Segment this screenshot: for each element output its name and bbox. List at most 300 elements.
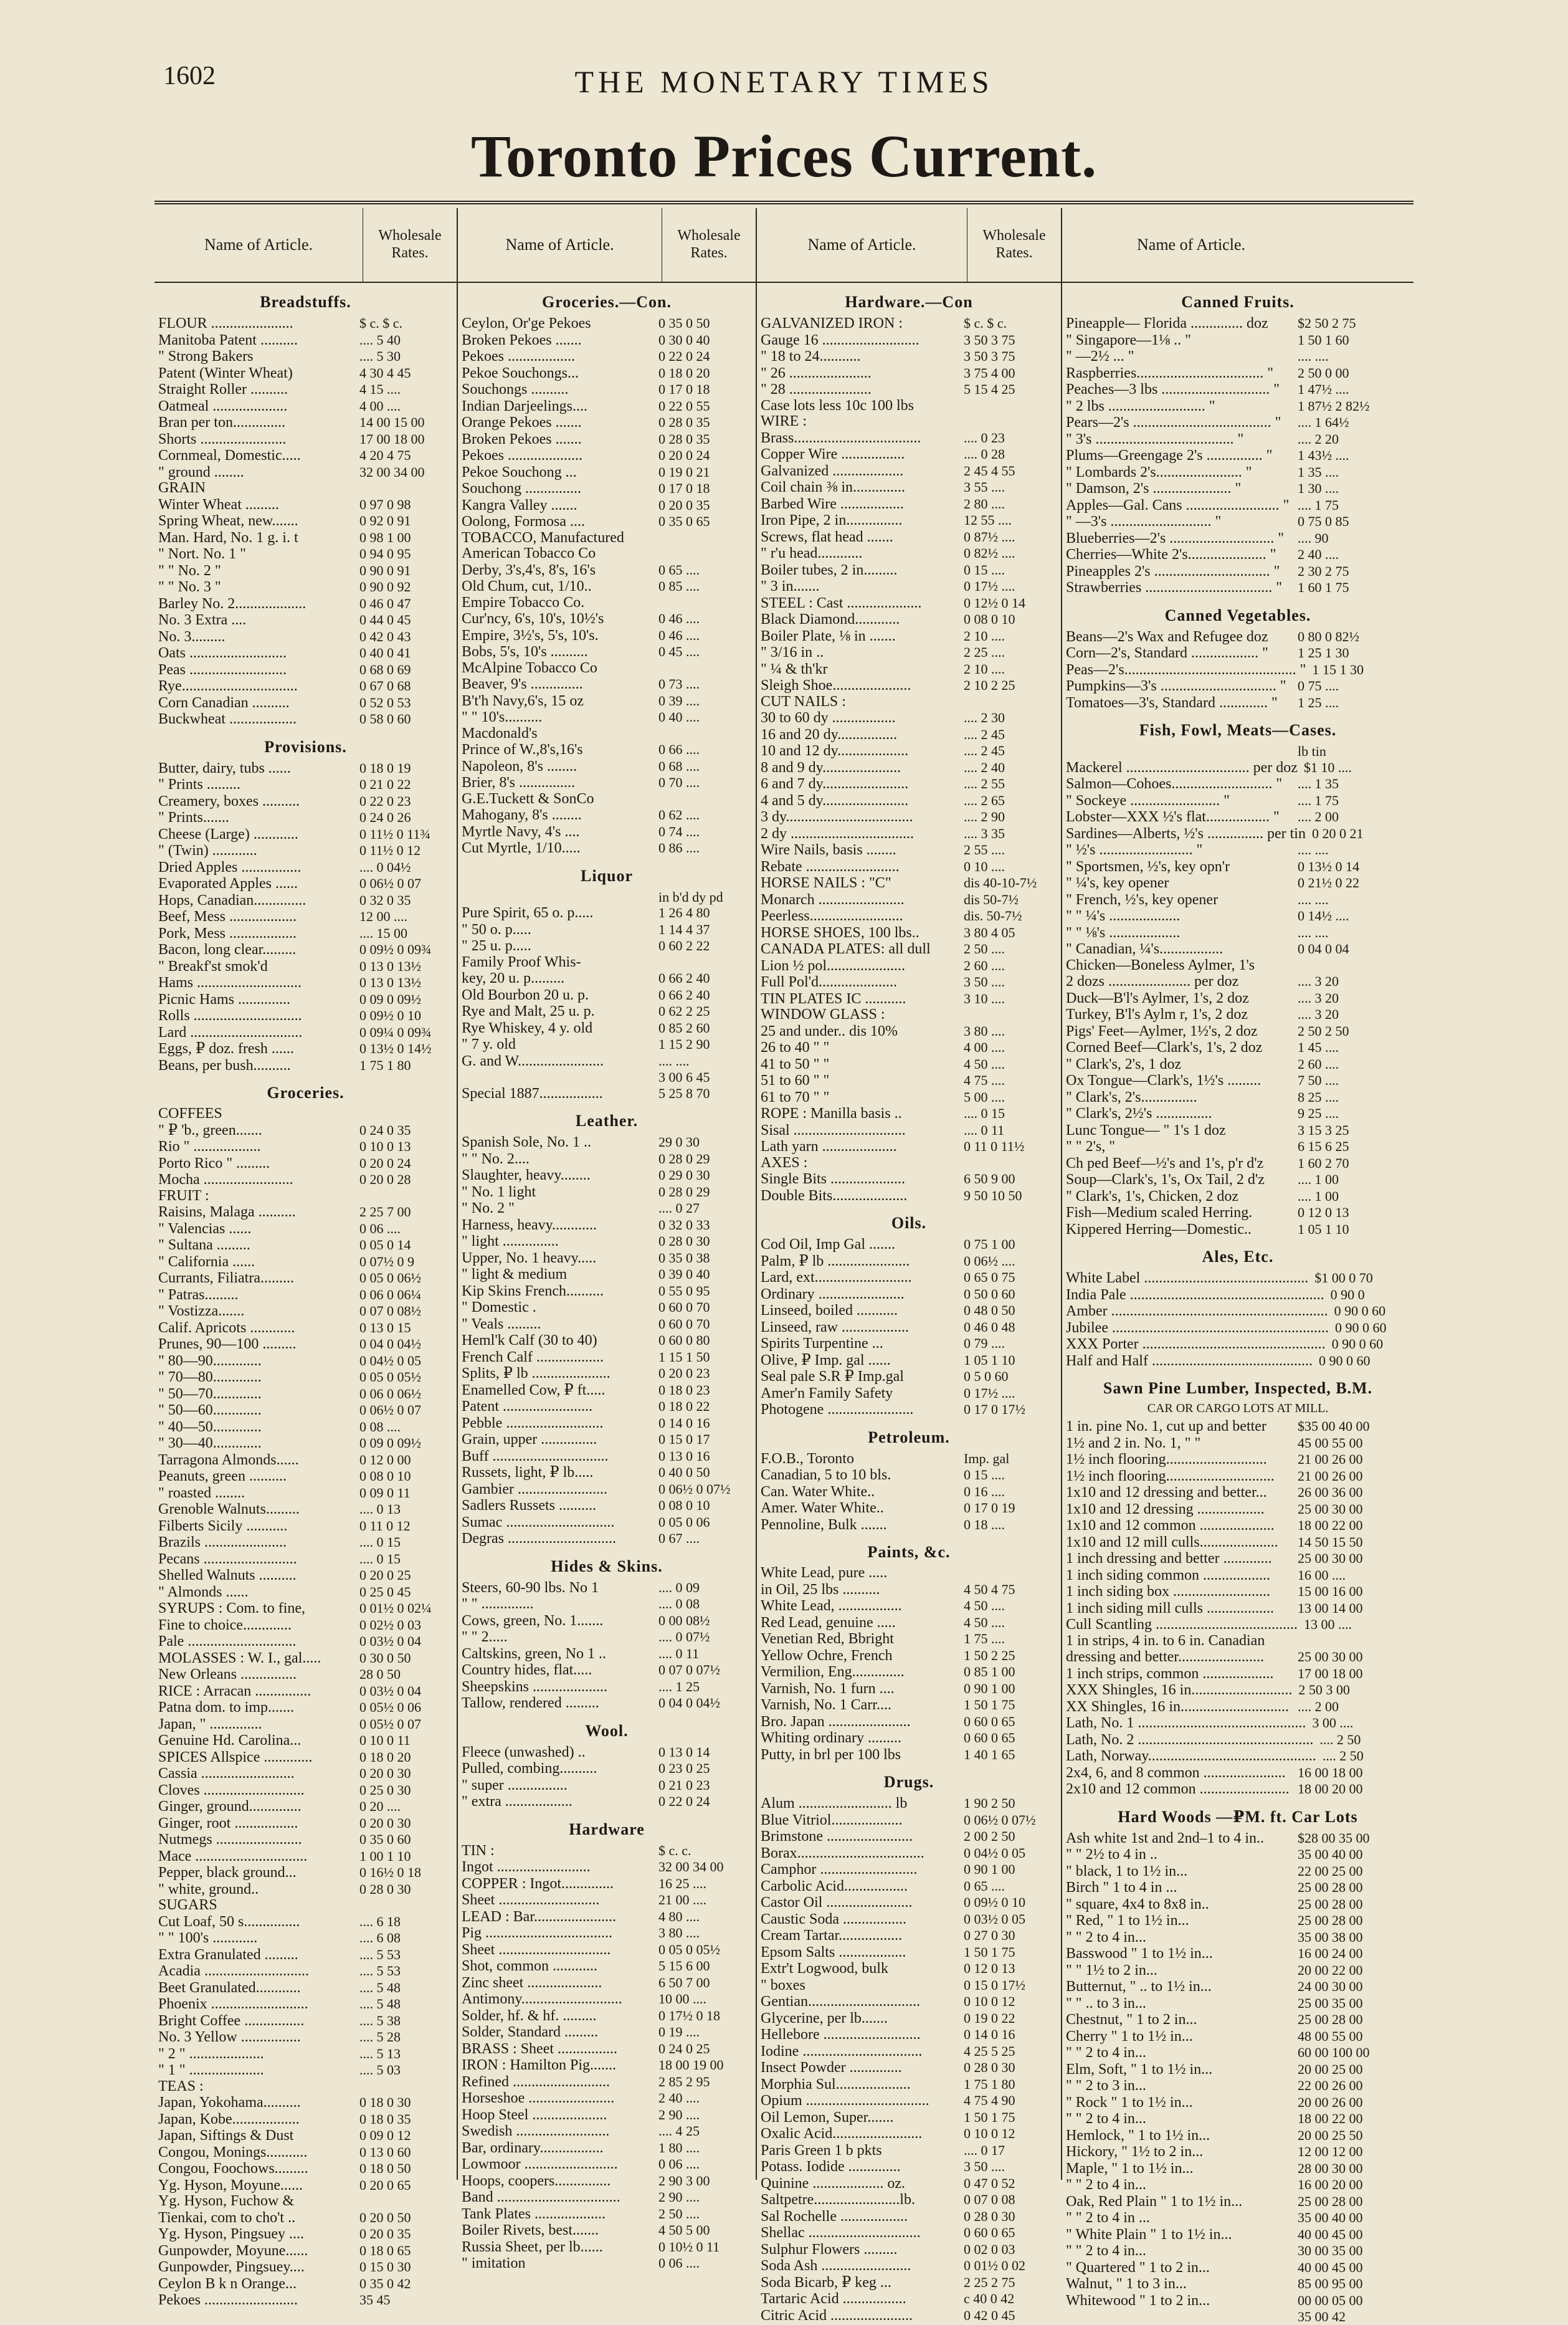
wholesale-rate: .... 0 08 (658, 1596, 700, 1611)
price-row (1066, 629, 1410, 646)
price-row (1066, 973, 1410, 990)
wholesale-rate: 6 50 7 00 (658, 1974, 710, 1990)
article-name: Tomatoes—3's, Standard ............. " (1066, 694, 1278, 711)
price-row (761, 1007, 1057, 1023)
wholesale-rate: 0 24 0 26 (359, 809, 411, 825)
wholesale-rate: 0 60 0 80 (658, 1332, 710, 1348)
article-name: Patna dom. to imp....... (158, 1699, 294, 1716)
price-row (158, 1188, 453, 1205)
article-name: " " 100's ............ (158, 1930, 258, 1946)
wholesale-rate: 2 25 2 75 (964, 2274, 1015, 2290)
price-row (761, 1615, 1057, 1631)
wholesale-rate: 0 40 .... (658, 709, 700, 725)
wholesale-rate: 0 47 0 52 (964, 2175, 1015, 2191)
article-name: Upper, No. 1 heavy..... (462, 1249, 597, 1266)
price-row (1066, 743, 1410, 760)
title-rule (154, 201, 1414, 204)
wholesale-rate: .... 2 65 (964, 792, 1005, 808)
article-name: Birch " 1 to 4 in ... (1066, 1879, 1177, 1896)
wholesale-rate: 2 30 2 75 (1298, 563, 1349, 579)
wholesale-rate: 25 00 30 00 (1298, 1550, 1363, 1566)
article-name: White Lead, pure ..... (761, 1565, 888, 1581)
price-row (1066, 1929, 1410, 1946)
price-row (462, 1876, 752, 1893)
article-name: Sumac ............................. (462, 1514, 615, 1530)
price-row (462, 2008, 752, 2025)
price-row (761, 430, 1057, 447)
article-name: Refined .......................... (462, 2073, 610, 2090)
price-row (158, 1237, 453, 1254)
price-row (1066, 2094, 1410, 2111)
price-row (462, 1892, 752, 1909)
article-name: Straight Roller .......... (158, 381, 288, 398)
wholesale-rate: 0 44 0 45 (359, 612, 411, 628)
article-name: " Sockeye ........................ " (1066, 792, 1230, 809)
wholesale-rate: .... 0 17 (964, 2142, 1005, 2158)
price-row (158, 1419, 453, 1436)
article-name: " " 2 to 4 in... (1066, 2045, 1146, 2061)
wholesale-rate: .... 0 15 (359, 1534, 401, 1550)
price-row (462, 1398, 752, 1415)
price-row (462, 464, 752, 481)
price-row (1066, 1221, 1410, 1238)
price-row (761, 2027, 1057, 2043)
price-row (462, 807, 752, 824)
article-name: No. 3 Extra .... (158, 612, 247, 628)
price-row (1066, 2111, 1410, 2127)
article-name: Kippered Herring—Domestic.. (1066, 1221, 1252, 1238)
wholesale-rate: 1 50 1 75 (964, 2109, 1015, 2125)
wholesale-rate: 0 17 0 19 (964, 1500, 1015, 1516)
price-row (761, 611, 1057, 628)
column-body (757, 293, 1061, 2324)
wholesale-rate: 0 14½ .... (1298, 908, 1349, 924)
wholesale-rate: 0 12 0 00 (359, 1451, 411, 1468)
article-name: White Label ............................................ (1066, 1270, 1309, 1286)
price-row (462, 381, 752, 398)
price-row (761, 2010, 1057, 2027)
wholesale-rate: 2 00 2 50 (964, 1828, 1015, 1844)
wholesale-rate: 0 06½ 0 07½ (964, 1812, 1036, 1828)
price-row (761, 562, 1057, 579)
wholesale-rate: 0 19 0 21 (658, 464, 710, 480)
wholesale-rate: 0 09 0 09½ (359, 1435, 421, 1451)
wholesale-rate: 0 13 0 15 (359, 1319, 411, 1335)
article-name: GALVANIZED IRON : (761, 315, 903, 332)
price-row (462, 2090, 752, 2107)
wholesale-rate: 22 00 25 00 (1298, 1863, 1363, 1879)
price-row (462, 2206, 752, 2223)
article-name: " Valencias ...... (158, 1220, 252, 1237)
article-name: Bar, ordinary................. (462, 2139, 604, 2156)
price-row (158, 2210, 453, 2227)
price-row (761, 1039, 1057, 1056)
price-row (462, 955, 752, 971)
price-row (158, 1716, 453, 1733)
article-name: Black Diamond............ (761, 611, 900, 628)
price-row (462, 1299, 752, 1316)
article-name: " 40—50............. (158, 1418, 262, 1435)
article-name: Strawberries .................................. " (1066, 580, 1283, 596)
article-name: Shorts ....................... (158, 431, 287, 447)
price-row (1066, 1451, 1410, 1468)
price-row (1066, 1139, 1410, 1155)
price-row (761, 1302, 1057, 1319)
article-name: " 3's ..................................... " (1066, 431, 1244, 447)
article-name: " light ............... (462, 1233, 559, 1249)
wholesale-rate: 0 28 0 30 (964, 2208, 1015, 2224)
article-name: " light & medium (462, 1266, 568, 1282)
price-row (158, 2079, 453, 2095)
price-row (462, 2140, 752, 2157)
wholesale-rate: 40 00 45 00 (1298, 2259, 1363, 2275)
wholesale-rate: 1 50 1 75 (964, 1944, 1015, 1960)
wholesale-rate: $1 10 .... (1303, 759, 1352, 775)
wholesale-rate: 0 18 0 35 (359, 2111, 411, 2127)
wholesale-rate: 0 08 0 10 (359, 1468, 411, 1484)
wholesale-rate: 0 05 0 06½ (359, 1270, 421, 1286)
price-row (462, 1382, 752, 1399)
article-name: Mocha ........................ (158, 1172, 293, 1188)
price-row (158, 497, 453, 513)
article-name: Sheet ........................... (462, 1892, 600, 1908)
price-row (1066, 530, 1410, 547)
wholesale-rate: 25 00 28 00 (1298, 1879, 1363, 1895)
wholesale-rate: 0 02½ 0 03 (359, 1616, 421, 1633)
wholesale-rate: 0 24 0 25 (658, 2040, 710, 2056)
wholesale-rate: 1 87½ 2 82½ (1298, 398, 1370, 414)
wholesale-rate: 24 00 30 00 (1298, 1979, 1363, 1994)
wholesale-rate: .... 1 00 (1298, 1172, 1339, 1187)
article-name: Degras ............................. (462, 1530, 616, 1547)
wholesale-rate: 2 50 3 00 (1298, 1682, 1350, 1697)
wholesale-rate: 0 15 .... (964, 561, 1005, 578)
price-row (761, 1911, 1057, 1928)
article-name: Pulled, combing.......... (462, 1760, 597, 1777)
section-heading: Oils. (891, 1214, 927, 1232)
article-name: " Clark's, 1's, Chicken, 2 doz (1066, 1188, 1239, 1205)
wholesale-rate: $ c. $ c. (964, 315, 1007, 331)
wholesale-rate: 3 00 .... (1312, 1715, 1354, 1731)
article-name: Varnish, No. 1 Carr.... (761, 1697, 891, 1713)
article-name: Extr't Logwood, bulk (761, 1960, 888, 1977)
wholesale-rate: 0 68 .... (658, 758, 700, 774)
article-name: Spring Wheat, new....... (158, 513, 298, 529)
price-row (158, 975, 453, 991)
wholesale-rate: 15 00 16 00 (1298, 1583, 1363, 1599)
wholesale-rate: 0 23 0 25 (658, 1760, 710, 1776)
wholesale-rate: 32 00 34 00 (658, 1859, 724, 1874)
article-name: Nutmegs ....................... (158, 1831, 302, 1848)
price-row (1066, 513, 1410, 530)
article-name: key, 20 u. p......... (462, 970, 565, 986)
article-name: " extra .................. (462, 1793, 573, 1810)
price-row (462, 1481, 752, 1498)
wholesale-rate: .... .... (658, 1053, 690, 1069)
price-row (462, 1975, 752, 1992)
article-name: " 2 lbs .......................... " (1066, 398, 1215, 414)
wholesale-rate: 0 28 0 29 (658, 1183, 710, 1200)
article-name: Souchongs .......... (462, 381, 569, 398)
price-row (761, 743, 1057, 760)
article-name: " White Plain " 1 to 1½ in... (1066, 2226, 1232, 2243)
wholesale-rate: 0 04½ 0 05 (359, 1352, 421, 1368)
price-row (761, 1730, 1057, 1747)
article-name: Mackerel ................................. per doz (1066, 759, 1298, 776)
wholesale-rate: 2 85 2 95 (658, 2073, 710, 2089)
price-row (1066, 1846, 1410, 1863)
price-row (462, 742, 752, 758)
price-row (761, 1467, 1057, 1484)
wholesale-rate: 0 35 0 38 (658, 1249, 710, 1266)
price-row (761, 1681, 1057, 1697)
price-row (158, 2094, 453, 2111)
wholesale-rate: $2 50 2 75 (1298, 315, 1356, 331)
price-row (158, 1782, 453, 1799)
price-row (761, 1401, 1057, 1418)
article-name: Gauge 16 .......................... (761, 332, 919, 348)
article-name: " Red, " 1 to 1½ in... (1066, 1912, 1189, 1929)
article-name: " " No. 2 " (158, 562, 221, 579)
price-row (1066, 315, 1410, 332)
article-name: Paris Green 1 b pkts (761, 2142, 882, 2159)
article-name: Hickory, " 1½ to 2 in... (1066, 2144, 1204, 2160)
article-name: Full Pol'd..................... (761, 974, 898, 990)
article-name: Gunpowder, Moyune...... (158, 2242, 308, 2259)
wholesale-rate: 20 00 25 50 (1298, 2127, 1363, 2143)
article-name: Turkey, B'l's Aylm r, 1's, 2 doz (1066, 1006, 1248, 1023)
wholesale-rate: 0 66 2 40 (658, 986, 710, 1003)
article-name: " " 2 to 4 in... (1066, 2243, 1146, 2259)
article-name: Barbed Wire ................. (761, 495, 904, 512)
price-row (158, 2160, 453, 2177)
article-name: 61 to 70 " " (761, 1089, 830, 1105)
price-row (1066, 2160, 1410, 2177)
article-name: Gunpowder, Pingsuey.... (158, 2259, 305, 2275)
article-name: Russets, light, ₽ lb..... (462, 1464, 594, 1481)
section-heading: Wool. (585, 1721, 629, 1740)
price-row (158, 1534, 453, 1551)
wholesale-rate: 0 04½ 0 05 (964, 1845, 1025, 1861)
article-name: Manitoba Patent .......... (158, 332, 298, 348)
wholesale-rate: 17 00 18 00 (359, 431, 425, 447)
column-header-name: Name of Article. (204, 236, 313, 254)
price-row (1066, 348, 1410, 365)
wholesale-rate: 0 06½ .... (964, 1253, 1015, 1269)
price-row (1066, 1056, 1410, 1073)
price-row (1066, 398, 1410, 415)
price-row (158, 925, 453, 942)
price-row (1066, 547, 1410, 563)
wholesale-rate: .... 5 53 (359, 1963, 401, 1979)
price-row (1066, 1534, 1410, 1551)
wholesale-rate: 25 00 30 00 (1298, 1649, 1363, 1664)
wholesale-rate: 3 50 3 75 (964, 348, 1015, 364)
wholesale-rate: .... 0 15 (964, 1105, 1005, 1121)
price-row (158, 991, 453, 1008)
article-name: Hams ............................ (158, 975, 302, 991)
article-name: Sheet .............................. (462, 1941, 611, 1958)
article-name: XX Shingles, 16 in............................. (1066, 1698, 1290, 1715)
article-name: Pineapple— Florida .............. doz (1066, 315, 1268, 332)
wholesale-rate: 0 07 0 07½ (658, 1662, 720, 1678)
price-row (158, 1963, 453, 1980)
price-row (761, 1517, 1057, 1534)
wholesale-rate: 0 73 .... (658, 676, 700, 692)
price-row (462, 480, 752, 497)
article-name: Country hides, flat..... (462, 1662, 592, 1678)
wholesale-rate: 4 25 5 25 (964, 2043, 1015, 2059)
price-row (158, 1270, 453, 1287)
wholesale-rate: 1 60 1 75 (1298, 580, 1349, 595)
article-name: 16 and 20 dy................ (761, 726, 898, 743)
wholesale-rate: 0 14 0 16 (964, 2027, 1015, 2042)
article-name: 2 dozs ...................... per doz (1066, 973, 1239, 990)
wholesale-rate: 0 29 0 30 (658, 1167, 710, 1183)
wholesale-rate: 20 00 25 00 (1298, 2061, 1363, 2077)
price-row (462, 2024, 752, 2041)
wholesale-rate: dis 50-7½ (964, 891, 1019, 907)
wholesale-rate: .... 5 48 (359, 1996, 401, 2012)
article-name: Soda Ash ........................ (761, 2258, 911, 2274)
wholesale-rate: 25 00 35 00 (1298, 1995, 1363, 2011)
wholesale-rate: 0 18 0 65 (359, 2242, 411, 2258)
wholesale-rate: 0 35 0 65 (658, 513, 710, 529)
article-name: WINDOW GLASS : (761, 1006, 885, 1023)
wholesale-rate: 0 86 .... (658, 840, 700, 856)
article-name: Citric Acid ...................... (761, 2307, 913, 2324)
wholesale-rate: 26 00 36 00 (1298, 1484, 1363, 1500)
article-name: B't'h Navy,6's, 15 oz (462, 692, 584, 709)
wholesale-rate: 0 01½ 0 02¼ (359, 1600, 432, 1616)
price-row (761, 1845, 1057, 1862)
article-name: Tarragona Almonds...... (158, 1451, 299, 1468)
article-name: Pekoes .................. (462, 348, 575, 365)
article-name: Whiting ordinary ......... (761, 1730, 901, 1746)
price-row (462, 1613, 752, 1630)
price-row (1066, 2309, 1410, 2325)
article-name: Pekoe Souchong ... (462, 464, 577, 480)
wholesale-rate: .... 15 00 (359, 925, 407, 941)
price-row (462, 2107, 752, 2124)
price-row (462, 905, 752, 922)
price-row (761, 677, 1057, 694)
article-name: Lath yarn .................... (761, 1139, 897, 1155)
section-heading: Hides & Skins. (551, 1557, 663, 1575)
wholesale-rate: Imp. gal (964, 1450, 1010, 1466)
article-name: " " 10's.......... (462, 709, 543, 725)
wholesale-rate: 1 50 1 60 (1298, 332, 1349, 348)
wholesale-rate: 6 15 6 25 (1298, 1139, 1349, 1154)
wholesale-rate: 3 15 3 25 (1298, 1122, 1349, 1138)
wholesale-rate: 2 50 .... (964, 941, 1005, 957)
wholesale-rate: 0 17½ .... (964, 1385, 1015, 1401)
price-row (158, 711, 453, 728)
article-name: Shot, common ............ (462, 1958, 598, 1974)
article-name: Amer. Water White.. (761, 1500, 884, 1516)
price-row (462, 1086, 752, 1102)
price-row (761, 315, 1057, 332)
price-column-4 (1062, 208, 1414, 2324)
wholesale-rate: 0 05 0 05½ (359, 1369, 421, 1385)
wholesale-rate: .... 0 07½ (658, 1629, 710, 1645)
article-name: Opium ................................. (761, 2093, 929, 2109)
article-name: " " 2 to 4 in... (1066, 2111, 1146, 2127)
price-row (462, 315, 752, 332)
article-name: Rye and Malt, 25 u. p. (462, 1003, 595, 1019)
price-row (1066, 2194, 1410, 2210)
price-row (158, 480, 453, 497)
price-row (158, 1749, 453, 1766)
price-row (761, 859, 1057, 876)
price-row (1066, 925, 1410, 942)
article-name: " Vostizza....... (158, 1303, 245, 1319)
wholesale-rate: 32 00 34 00 (359, 464, 425, 480)
wholesale-rate: 21 00 26 00 (1298, 1468, 1363, 1484)
article-name: " Prints....... (158, 809, 229, 826)
article-name: Patent ........................ (462, 1398, 592, 1415)
price-row (1066, 1979, 1410, 1995)
article-name: Castor Oil ....................... (761, 1894, 913, 1911)
wholesale-rate: 0 60 0 70 (658, 1315, 710, 1332)
wholesale-rate: 2 25 .... (964, 644, 1005, 660)
price-row (462, 970, 752, 987)
article-name: 1 inch dressing and better ............. (1066, 1550, 1272, 1567)
price-row (462, 2057, 752, 2074)
price-row (462, 1662, 752, 1679)
price-row (158, 1122, 453, 1139)
article-name: Patent (Winter Wheat) (158, 365, 293, 381)
price-row (462, 840, 752, 857)
price-row (158, 1369, 453, 1386)
article-name: Cream Tartar................. (761, 1927, 903, 1944)
price-row (1066, 2127, 1410, 2144)
price-row (761, 793, 1057, 809)
price-row (1066, 2227, 1410, 2243)
article-name: XXX Shingles, 16 in........................... (1066, 1682, 1293, 1698)
wholesale-rate: 0 85 1 00 (964, 1664, 1015, 1679)
price-row (158, 398, 453, 415)
article-name: Chicken—Boneless Aylmer, 1's (1066, 957, 1255, 973)
price-row (1066, 1616, 1410, 1633)
article-name: Blue Vitriol................... (761, 1812, 903, 1828)
article-name: Slaughter, heavy........ (462, 1167, 591, 1183)
price-row (1066, 678, 1410, 695)
article-name: Boiler Plate, ⅛ in ....... (761, 628, 896, 644)
wholesale-rate: 0 39 0 40 (658, 1266, 710, 1282)
article-name: Cassia ......................... (158, 1765, 295, 1782)
price-row (462, 1167, 752, 1184)
article-name: Case lots less 10c 100 lbs (761, 397, 914, 414)
article-name: Rebate ......................... (761, 858, 900, 875)
wholesale-rate: 0 03½ 0 04 (359, 1683, 421, 1699)
price-row (462, 709, 752, 726)
column-body (154, 293, 457, 2309)
wholesale-rate: 16 25 .... (658, 1875, 706, 1891)
article-name: " " 2's, " (1066, 1139, 1116, 1155)
article-name: 1½ inch flooring........................... (1066, 1451, 1267, 1468)
price-row (158, 464, 453, 481)
article-name: " 26 ...................... (761, 365, 872, 381)
wholesale-rate: .... 5 13 (359, 2045, 401, 2061)
wholesale-rate: 0 90 0 91 (359, 562, 411, 578)
price-row (158, 1765, 453, 1782)
price-row (462, 1036, 752, 1053)
article-name: AXES : (761, 1154, 808, 1171)
wholesale-rate: 0 21½ 0 22 (1298, 875, 1359, 890)
wholesale-rate: 1 75 1 80 (964, 2076, 1015, 2092)
wholesale-rate: 22 00 26 00 (1298, 2078, 1363, 2093)
